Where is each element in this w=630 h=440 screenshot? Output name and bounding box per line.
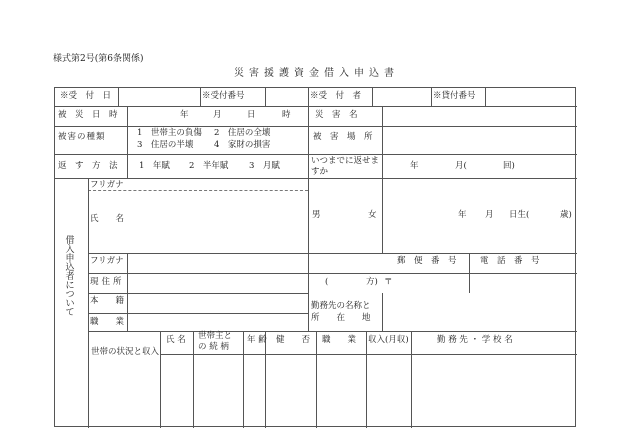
loan-number-field[interactable] — [485, 88, 575, 105]
age-unit: 歳) — [560, 210, 572, 220]
repay-year-unit: 年 — [410, 161, 419, 171]
household-label: 世帯の状況と収入 — [91, 347, 160, 357]
side-label-char: 込 — [65, 263, 75, 273]
hh-col-relation-line2: の 続 柄 — [198, 342, 229, 352]
receipt-date-label: ※受 付 日 — [60, 91, 112, 101]
name-label: 氏 名 — [90, 214, 125, 224]
occupation-label: 職 業 — [90, 317, 125, 327]
hh-col-occupation: 職 業 — [322, 335, 357, 345]
side-label-char: 申 — [65, 254, 75, 264]
furigana-field[interactable] — [126, 178, 306, 189]
repay-month-unit: 月( — [455, 161, 467, 171]
damage-option-half-collapse[interactable]: 3 住居の半壊 — [137, 140, 194, 150]
furigana2-field[interactable] — [126, 253, 380, 271]
disaster-hour-unit: 時 — [282, 110, 291, 120]
postal-code-field[interactable] — [393, 273, 467, 291]
postal-code-label: 郵 便 番 号 — [397, 256, 457, 266]
repay-times-unit: 回) — [503, 161, 515, 171]
damage-place-field[interactable] — [382, 126, 575, 153]
repay-semiannual[interactable]: 2 半年賦 — [189, 161, 229, 171]
disaster-datetime-field[interactable] — [127, 106, 306, 125]
domicile-field[interactable] — [126, 293, 306, 311]
disaster-datetime-label: 被 災 日 時 — [58, 110, 118, 120]
phone-field[interactable] — [470, 273, 575, 291]
applicant-side-label — [65, 237, 75, 318]
side-label-char: 者 — [65, 272, 75, 282]
female-option[interactable]: 女 — [368, 210, 377, 220]
address-label: 現住所 — [90, 277, 125, 287]
side-label-char: に — [65, 281, 75, 291]
receipt-number-field[interactable] — [265, 88, 307, 105]
damage-place-label: 被 害 場 所 — [313, 132, 373, 142]
household-table-body[interactable] — [160, 355, 575, 426]
hh-col-age: 年 齢 — [247, 335, 267, 345]
receipt-date-field[interactable] — [118, 88, 199, 105]
damage-option-total-collapse[interactable]: 2 住居の全壊 — [214, 128, 271, 138]
damage-type-label: 被害の種類 — [58, 132, 106, 142]
birth-month-unit: 月 — [485, 210, 494, 220]
side-label-char: 入 — [65, 245, 75, 255]
hh-col-income: 収入(月収) — [368, 335, 409, 345]
side-label-char: 借 — [65, 236, 75, 246]
repay-by-label-line1: いつまでに返せま — [311, 156, 380, 166]
hh-col-health: 健 否 — [276, 335, 311, 345]
damage-option-injury[interactable]: 1 世帯主の負傷 — [137, 128, 202, 138]
furigana2-label: フリガナ — [90, 256, 124, 266]
postal-mark: 〒 — [384, 277, 393, 287]
receiver-label: ※受 付 者 — [310, 91, 362, 101]
side-label-char: つ — [65, 290, 75, 300]
address-paren-open: ( — [325, 277, 329, 287]
birth-year-unit: 年 — [458, 210, 467, 220]
disaster-year-unit: 年 — [180, 110, 189, 120]
repay-monthly[interactable]: 3 月賦 — [249, 161, 280, 171]
damage-option-property[interactable]: 4 家財の損害 — [214, 140, 271, 150]
address-field[interactable] — [126, 273, 380, 291]
birth-day-unit: 日生( — [509, 210, 530, 220]
hh-col-workplace: 勤 務 先 ・ 学 校 名 — [437, 335, 513, 345]
domicile-label: 本 籍 — [90, 296, 125, 306]
form-title: 災害援護資金借入申込書 — [234, 68, 399, 79]
male-option[interactable]: 男 — [312, 210, 321, 220]
disaster-day-unit: 日 — [247, 110, 256, 120]
name-field[interactable] — [126, 190, 306, 251]
repay-annual[interactable]: 1 年賦 — [139, 161, 170, 171]
occupation-field[interactable] — [126, 313, 306, 329]
furigana-label: フリガナ — [90, 180, 124, 190]
loan-number-label: ※貸付番号 — [433, 91, 476, 101]
disaster-name-label: 災 害 名 — [315, 110, 358, 120]
hh-col-relation-line1: 世帯主と — [198, 331, 233, 341]
repay-by-field[interactable] — [382, 154, 575, 177]
repay-method-label: 返 す 方 法 — [58, 161, 118, 171]
address-paren-close: 方) — [366, 277, 378, 287]
form-number: 様式第2号(第6条関係) — [53, 54, 144, 64]
repay-by-label-line2: すか — [311, 167, 329, 177]
employer-label-line1: 勤務先の名称と — [311, 301, 371, 311]
employer-field[interactable] — [382, 293, 575, 329]
side-label-char: て — [65, 308, 75, 318]
side-label-char: い — [65, 299, 75, 309]
birthdate-field[interactable] — [382, 180, 575, 250]
disaster-name-field[interactable] — [382, 106, 575, 125]
disaster-month-unit: 月 — [213, 110, 222, 120]
employer-label-line2: 所 在 地 — [311, 313, 371, 323]
receipt-number-label: ※受付番号 — [202, 91, 245, 101]
phone-label: 電 話 番 号 — [480, 256, 540, 266]
hh-col-name: 氏 名 — [166, 335, 186, 345]
receiver-field[interactable] — [372, 88, 430, 105]
